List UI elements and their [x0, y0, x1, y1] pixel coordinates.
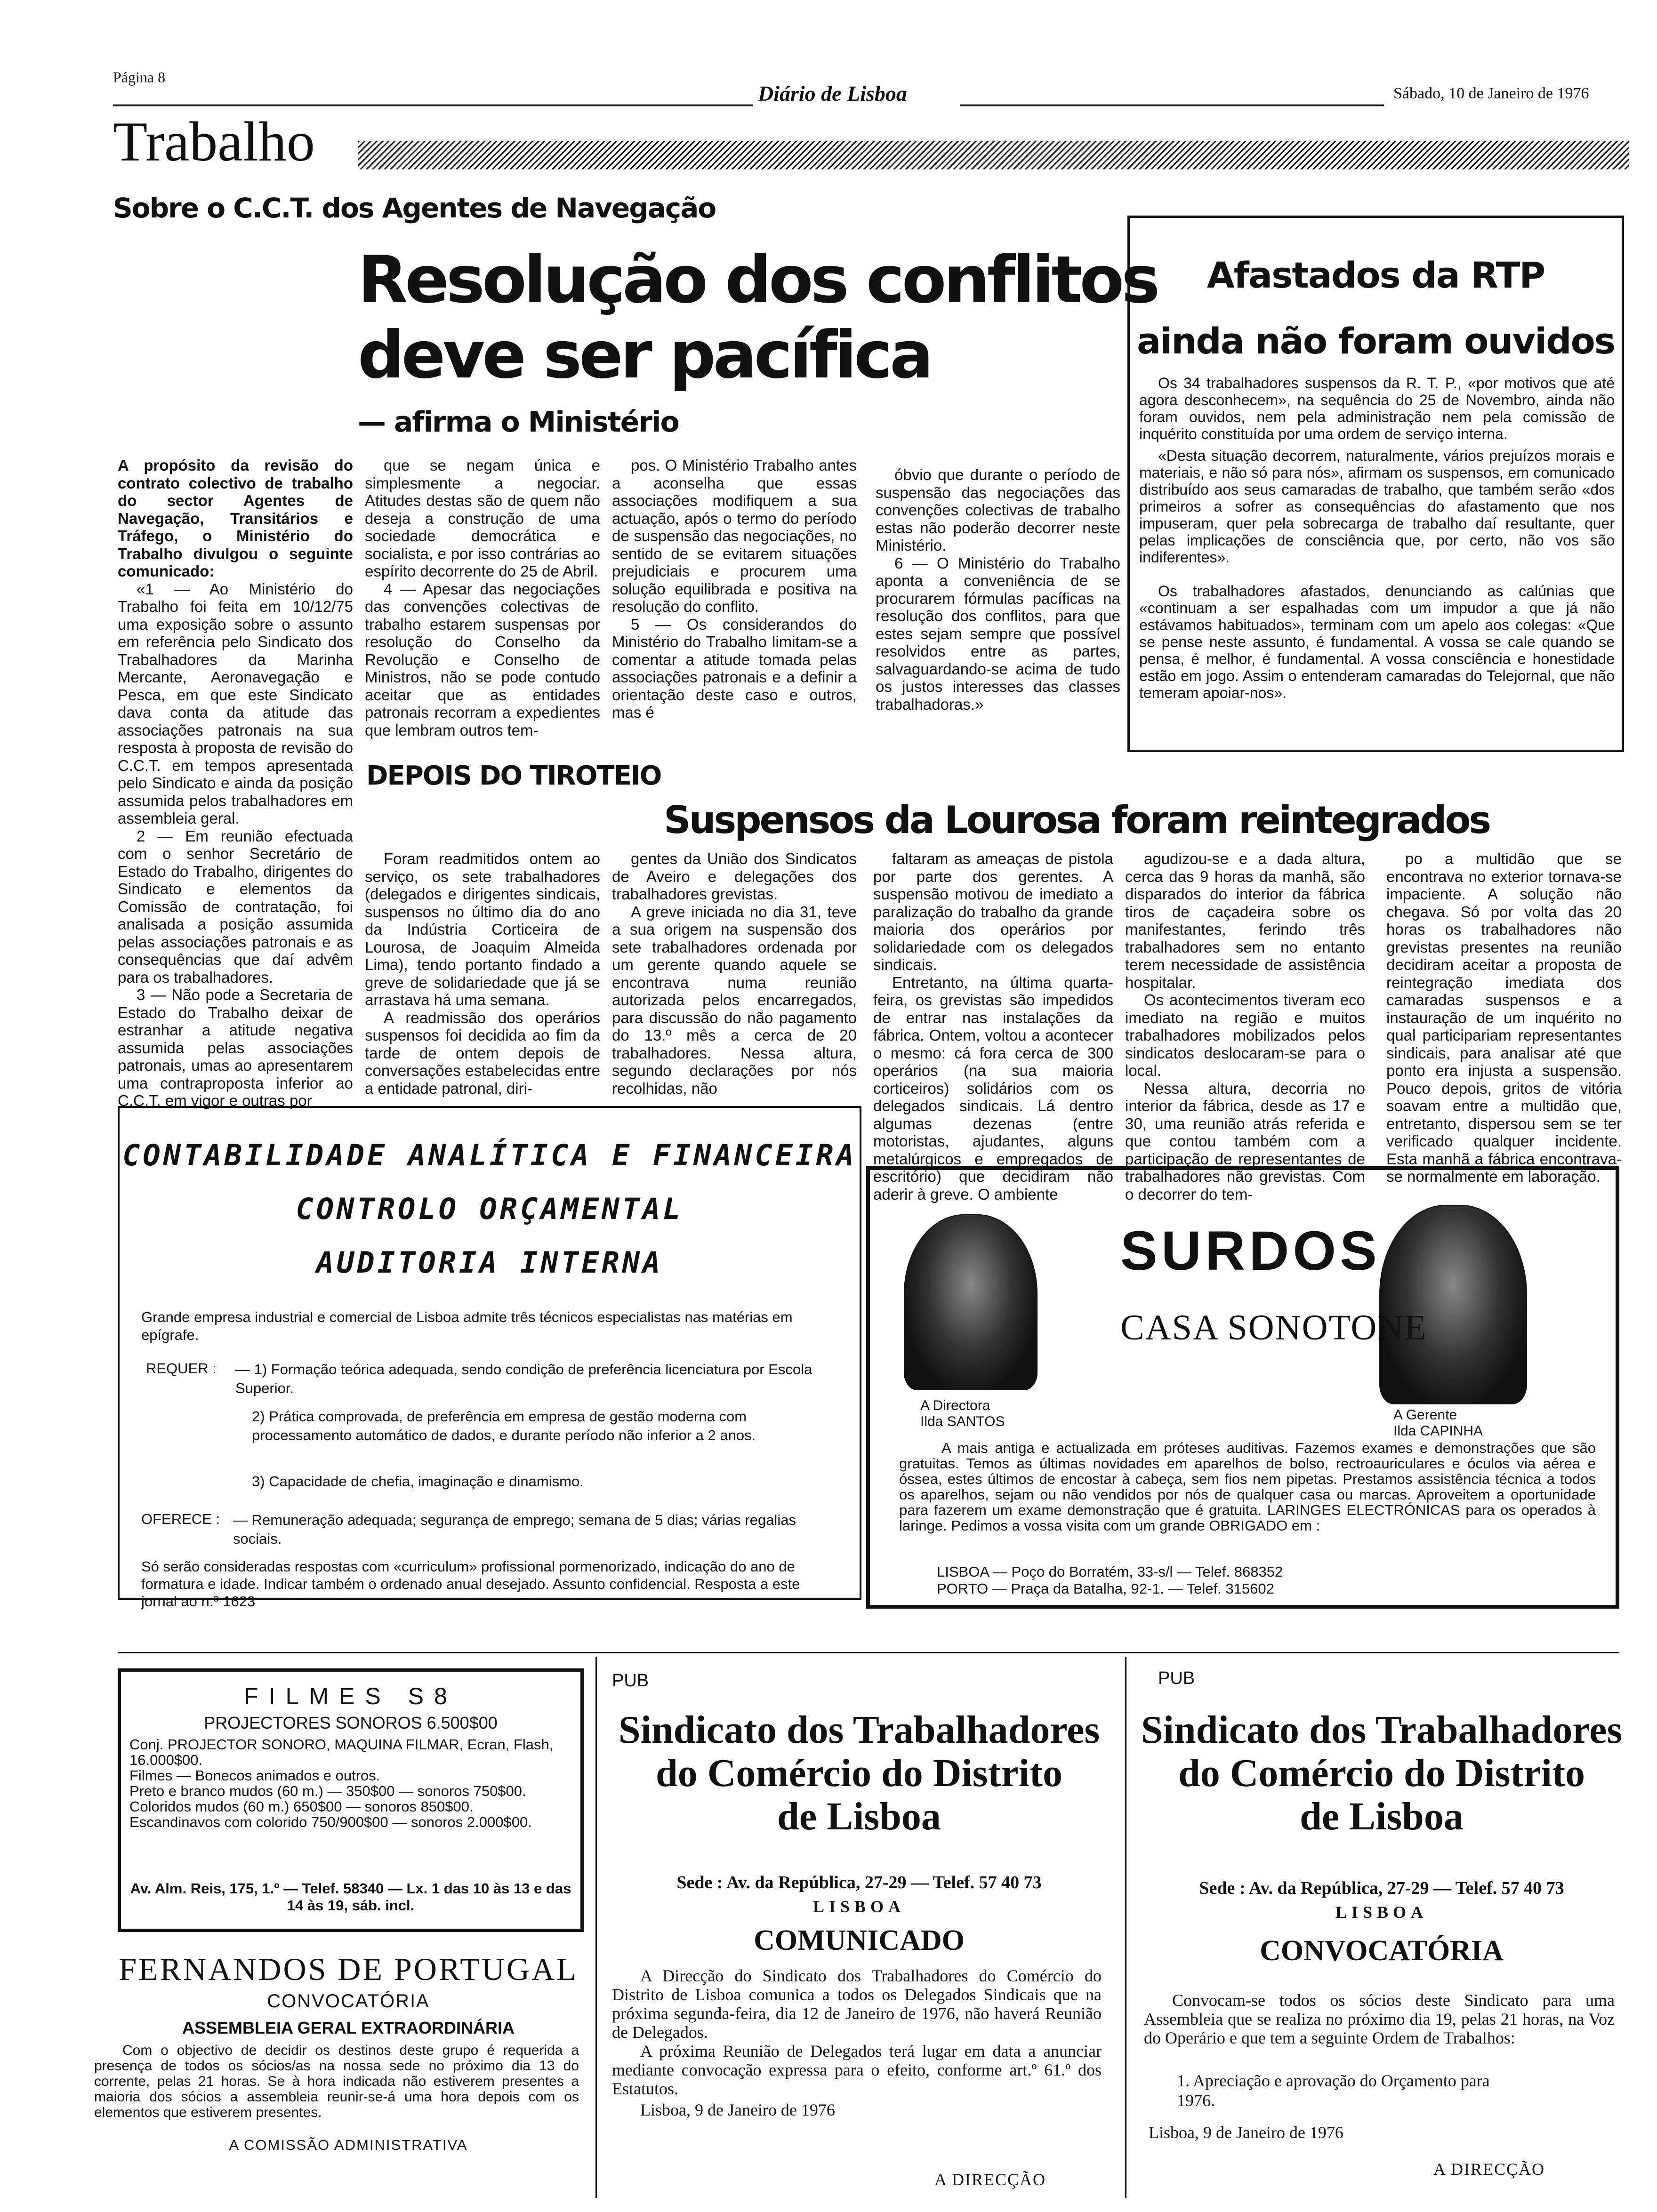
- sindicato-left-city: LISBOA: [812, 1897, 906, 1916]
- column-divider-left: [595, 1657, 597, 2198]
- sindicato-right-signature: A DIRECÇÃO: [1433, 2160, 1545, 2179]
- article-paragraph: 2 — Em reunião efectuada com o senhor Secretário de Estado do Trabalho, dirigentes do Sindicato e elementos da Comissão de contratação, foi analisada a posição assumida pelas associações patronais e as consequências que daí advêm para os trabalhadores.: [118, 827, 353, 986]
- sindicato-right-heading: CONVOCATÓRIA: [1260, 1935, 1504, 1967]
- rtp-headline-2: ainda não foram ouvidos: [1136, 320, 1615, 362]
- surdos-lisboa-address: LISBOA — Poço do Borratém, 33-s/l — Telef. 868352: [937, 1563, 1283, 1580]
- section-title: Trabalho: [113, 110, 315, 173]
- article-headline-line-1: Resolução dos conflitos: [358, 242, 1158, 318]
- contab-req-2: 2) Prática comprovada, de preferência em empresa de gestão moderna com processamento automático de dados, e durante período não inferior a 2 anos.: [252, 1408, 756, 1443]
- contab-oferece: — Remuneração adequada; segurança de emprego; semana de 5 dias; várias regalias sociais.: [233, 1512, 796, 1547]
- rtp-text: [1139, 375, 1615, 742]
- article-column-4: [876, 466, 1120, 729]
- contab-requer-label: REQUER :: [146, 1360, 217, 1377]
- gerente-name: Ilda CAPINHA: [1393, 1423, 1483, 1439]
- surdos-title: SURDOS: [1120, 1220, 1381, 1282]
- lourosa-paragraph: po a multidão que se encontrava no exterior tornava-se impaciente. A solução não chegava. Só por volta das 20 horas os trabalhadores não grevistas presentes na reunião decidiram aceitar a proposta de reintegração imediata dos camaradas suspensos e a instauração de um inquérito no qual participariam representantes sindicais, para analisar até que ponto era injusta a suspensão. Pouco depois, gritos de vitória soavam entre a multidão que, entretanto, dispersou sem se ter verificado qualquer incidente. Esta manhã a fábrica encontrava-se normalmente em laboração.: [1386, 850, 1622, 1185]
- surdos-subtitle: CASA SONOTONE: [1120, 1308, 1427, 1347]
- sindicato-right-sede: Sede : Av. da República, 27-29 — Telef. 57 40 73: [1199, 1878, 1564, 1898]
- article-subhead: — afirma o Ministério: [358, 406, 679, 439]
- lourosa-column-1: [365, 850, 600, 1104]
- sindicato-left-date: Lisboa, 9 de Janeiro de 1976: [640, 2100, 835, 2119]
- article-column-3: [612, 457, 857, 729]
- contab-intro: Grande empresa industrial e comercial de Lisboa admite três técnicos especialistas nas matérias em epígrafe.: [141, 1309, 793, 1343]
- sindicato-right-p1: Convocam-se todos os sócios deste Sindicato para uma Assembleia que se realiza no próximo dia 19, pelas 21 horas, na Voz do Operário e que tem a seguinte Ordem de Trabalhos:: [1144, 1991, 1615, 2047]
- lower-divider: [118, 1652, 1619, 1653]
- lourosa-paragraph: agudizou-se e a dada altura, cerca das 9 horas da manhã, são disparados do interior da fábrica tiros de caçadeira sobre os manifestantes, ferindo três trabalhadores sem no entanto terem necessidade de assistência hospitalar.: [1125, 850, 1365, 991]
- article-paragraph: «1 — Ao Ministério do Trabalho foi feita em 10/12/75 uma exposição sobre o assunto em referência pelo Sindicato dos Trabalhadores da Marinha Mercante, Aeronavegação e Pesca, em que este Sindicato dava conta da atitude das associações patronais na sua resposta à proposta de revisão do C.C.T. em tempos apresentada pelo Sindicato e ainda da posição assumida pelos trabalhadores em assembleia geral.: [118, 580, 353, 827]
- article-kicker: Sobre o C.C.T. dos Agentes de Navegação: [113, 192, 716, 224]
- article-paragraph: 5 — Os considerandos do Ministério do Trabalho limitam-se a comentar a atitude tomada pelas associações patronais e a definir a orientação deste caso e outros, mas é: [612, 615, 857, 721]
- contab-req-3: 3) Capacidade de chefia, imaginação e dinamismo.: [252, 1473, 584, 1490]
- contab-title-1: CONTABILIDADE ANALÍTICA E FINANCEIRA: [122, 1138, 857, 1172]
- directora-caption: [920, 1398, 1005, 1430]
- article-paragraph: que se negam única e simplesmente a negociar. Atitudes destas são de quem não deseja a construção de uma sociedade democrática e socialista, e por isso contrárias ao espírito decorrente do 25 de Abril.: [365, 457, 600, 580]
- sindicato-left-sede: Sede : Av. da República, 27-29 — Telef. 57 40 73: [676, 1873, 1042, 1892]
- article-paragraph: pos. O Ministério Trabalho antes a aconselha que essas associações modifiquem a sua actuação, após o termo do período de suspensão das negociações, no sentido de se evitarem situações prejudiciais e procurem uma solução equilibrada e positiva na resolução do conflito.: [612, 457, 857, 615]
- lourosa-paragraph: A readmissão dos operários suspensos foi decidida ao fim da tarde de ontem depois de conversações estabelecidas entre a entidade patronal, diri-: [365, 1009, 600, 1097]
- lourosa-paragraph: Entretanto, na última quarta-feira, os grevistas são impedidos de entrar nas instalações da fábrica. Ontem, voltou a acontecer o mesmo: cá fora cerca de 300 operários (na sua maioria corticeiros) solidários com os delegados sindicais. Lá dentro algumas dezenas (entre motoristas, ajudantes, alguns metalúrgicos e empregados de escritório) que decidiram não aderir à greve. O ambiente: [873, 973, 1113, 1203]
- rtp-paragraph: Os trabalhadores afastados, denunciando as calúnias que «continuam a ser espalhadas com um impudor a que já não estávamos habituados», terminam com um apelo aos colegas: «Que se pense neste assunto, é fundamental. A vossa se cale quando se pensa, é melhor, é fundamental. A vossa consciência e honestidade estão em jogo. Assim o entenderam camaradas do Telejornal, que não temeram apoiar-nos».: [1139, 583, 1615, 701]
- column-divider-right: [1125, 1657, 1126, 2198]
- filmes-line: Preto e branco mudos (60 m.) — 350$00 — sonoros 750$00.: [129, 1783, 526, 1799]
- contab-oferece-label: OFERECE :: [141, 1511, 220, 1527]
- fernandos-signature: A COMISSÃO ADMINISTRATIVA: [229, 2137, 468, 2153]
- contab-title-3: AUDITORIA INTERNA: [316, 1245, 663, 1280]
- lourosa-paragraph: Os acontecimentos tiveram eco imediato na região e muitos trabalhadores mobilizados pelos sindicatos deslocaram-se para o local.: [1125, 991, 1365, 1079]
- lourosa-column-3: [873, 850, 1113, 1203]
- filmes-line: Escandinavos com colorido 750/900$00 — sonoros 2.000$00.: [129, 1814, 532, 1830]
- filmes-line: Filmes — Bonecos animados e outros.: [129, 1767, 380, 1784]
- fernandos-subtitle-2: ASSEMBLEIA GERAL EXTRAORDINÁRIA: [182, 2018, 515, 2037]
- fernandos-title: FERNANDOS DE PORTUGAL: [119, 1951, 578, 1987]
- issue-date: Sábado, 10 de Janeiro de 1976: [1393, 85, 1589, 102]
- sindicato-left-p2: A próxima Reunião de Delegados terá lugar em data a anunciar mediante convocação expressa para o efeito, conforme art.º 61.º dos Estatutos.: [612, 2042, 1102, 2098]
- page-label: Página 8: [113, 69, 166, 86]
- sindicato-right-item-1: 1. Apreciação e aprovação do Orçamento para 1976.: [1177, 2071, 1490, 2110]
- filmes-subtitle: PROJECTORES SONOROS 6.500$00: [204, 1713, 498, 1732]
- lourosa-paragraph: A greve iniciada no dia 31, teve a sua origem na suspensão dos sete trabalhadores ordenada por um gerente quando aquele se encontrava numa reunião autorizada pelos encarregados, para discussão do não pagamento do 13.º mês a cerca de 20 trabalhadores. Nessa altura, segundo declarações por nós recolhidas, não: [612, 903, 857, 1097]
- sindicato-left-title-2: do Comércio do Distrito: [656, 1751, 1062, 1795]
- sindicato-right-city: LISBOA: [1335, 1903, 1428, 1922]
- lourosa-column-2: [612, 850, 857, 1104]
- lourosa-kicker: DEPOIS DO TIROTEIO: [366, 761, 661, 791]
- surdos-porto-address: PORTO — Praça da Batalha, 92-1. — Telef. 315602: [937, 1580, 1274, 1597]
- gerente-photo: [1379, 1205, 1527, 1404]
- filmes-list: [129, 1737, 567, 1830]
- header-rule-left: [113, 104, 753, 106]
- lourosa-paragraph: Nessa altura, decorria no interior da fábrica, desde as 17 e 30, uma reunião atrás referida e que contou também com a participação de representantes de trabalhadores não grevistas. Com o decorrer do tem-: [1125, 1079, 1365, 1203]
- article-column-2: [365, 457, 600, 739]
- rtp-paragraph: Os 34 trabalhadores suspensos da R. T. P., «por motivos que até agora desconhecem», na sequência do 25 de Novembro, ainda não foram ouvidos, nem pela administração nem pela comissão de inquérito constituída por uma ordem de serviço interna.: [1139, 375, 1615, 442]
- sindicato-right-pub: PUB: [1158, 1668, 1195, 1688]
- article-column-1: [118, 457, 353, 1109]
- article-lead: A propósito da revisão do contrato colectivo de trabalho do sector Agentes de Navegação, Transitários e Tráfego, o Ministério do Trabalho divulgou o seguinte comunicado:: [118, 457, 353, 580]
- sindicato-right-title-3: de Lisboa: [1300, 1795, 1464, 1838]
- contab-req-1: — 1) Formação teórica adequada, sendo condição de preferência licenciatura por Escola Superior.: [235, 1361, 812, 1396]
- filmes-address: Av. Alm. Reis, 175, 1.º — Telef. 58340 — Lx. 1 das 10 às 13 e das 14 às 19, sáb. incl.: [130, 1880, 571, 1914]
- rtp-paragraph: «Desta situação decorrem, naturalmente, vários prejuízos morais e materiais, e não só para nós», afirmam os suspensos, em comunicado distribuído aos seus camaradas de trabalho, que também serão «dos primeiros a sofrer as consequências do afastamento que nos impuseram, quer pela sobrecarga de trabalho daí resultante, quer pelas implicações de consciência que, por certo, não vos são indiferentes».: [1139, 447, 1615, 566]
- surdos-body: A mais antiga e actualizada em próteses auditivas. Fazemos exames e demonstrações que são gratuitas. Temos as últimas novidades em aparelhos de bolso, rectroauriculares e óculos via aérea e óssea, estes últimos de encostar à cabeça, sem fios nem pipetas. Prestamos assistência técnica a todos os aparelhos, sejam ou não vendidos por nós de qualquer casa ou marcas. Aproveitem a oportunidade para fazerem um exame demonstração que é gratuita. LARINGES ELECTRÓNICAS para os operados à laringe. Pedimos a vossa visita com um grande OBRIGADO em :: [899, 1440, 1596, 1534]
- contab-closing: Só serão consideradas respostas com «curriculum» profissional pormenorizado, indicação do ano de formatura e idade. Indicar também o ordenado anual desejado. Assunto confidencial. Resposta a este jornal ao n.º 1623: [141, 1558, 800, 1610]
- sindicato-left-p1: A Direcção do Sindicato dos Trabalhadores do Comércio do Distrito de Lisboa comunica a todos os Delegados Sindicais que na próxima segunda-feira, dia 12 de Janeiro de 1976, não haverá Reunião de Delegados.: [612, 1966, 1102, 2042]
- rtp-headline-1: Afastados da RTP: [1207, 254, 1545, 296]
- gerente-title: A Gerente: [1393, 1407, 1457, 1423]
- sindicato-left-signature: A DIRECÇÃO: [934, 2170, 1046, 2189]
- contab-title-2: CONTROLO ORÇAMENTAL: [296, 1192, 684, 1226]
- gerente-caption: [1393, 1407, 1483, 1439]
- directora-title: A Directora: [920, 1398, 990, 1413]
- header-rule-right: [960, 104, 1384, 106]
- sindicato-left-heading: COMUNICADO: [754, 1924, 965, 1956]
- lourosa-column-4: [1125, 850, 1365, 1203]
- directora-name: Ilda SANTOS: [920, 1414, 1005, 1429]
- article-paragraph: 4 — Apesar das negociações das convenções colectivas de trabalho estarem suspensas por resolução do Conselho da Revolução e Conselho de Ministros, não se pode contudo aceitar que as entidades patronais recorram a expedientes que lembram outros tem-: [365, 580, 600, 739]
- sindicato-left-title-3: de Lisboa: [777, 1795, 941, 1838]
- lourosa-paragraph: faltaram as ameaças de pistola por parte dos gerentes. A suspensão motivou de imediato a paralização do trabalho da grande maioria dos operários por solidariedade com os delegados sindicais.: [873, 850, 1113, 973]
- section-hatch-rule: [358, 141, 1629, 169]
- masthead: Diário de Lisboa: [758, 81, 907, 105]
- filmes-title: FILMES S8: [244, 1683, 458, 1709]
- article-paragraph: 3 — Não pode a Secretaria de Estado do Trabalho deixar de estranhar a atitude negativa assumida pelas associações patronais, umas ao apresentarem uma contraproposta inferior ao C.C.T. em vigor e outras por: [118, 986, 353, 1109]
- lourosa-paragraph: Foram readmitidos ontem ao serviço, os sete trabalhadores (delegados e dirigentes sindicais, suspensos no último dia do ano da Indústria Corticeira de Lourosa, de Joaquim Almeida Lima), tendo portanto findado a greve de solidariedade que já se arrastava há uma semana.: [365, 850, 600, 1009]
- filmes-line: Coloridos mudos (60 m.) 650$00 — sonoros 850$00.: [129, 1798, 474, 1815]
- filmes-line: Conj. PROJECTOR SONORO, MAQUINA FILMAR, Ecran, Flash, 16.000$00.: [129, 1736, 554, 1768]
- article-paragraph: 6 — O Ministério do Trabalho aponta a conveniência de se procurarem fórmulas pacíficas na resolução dos conflitos, para que estes sejam sempre que possível resolvidos entre as partes, salvaguardando-se acima de tudo os justos interesses das classes trabalhadoras.»: [876, 554, 1120, 713]
- sindicato-right-title-2: do Comércio do Distrito: [1178, 1751, 1585, 1795]
- sindicato-right-date: Lisboa, 9 de Janeiro de 1976: [1149, 2123, 1343, 2142]
- sindicato-left-title-1: Sindicato dos Trabalhadores: [618, 1708, 1100, 1752]
- sindicato-left-pub: PUB: [612, 1671, 649, 1691]
- article-paragraph: óbvio que durante o período de suspensão das negociações das convenções colectivas de trabalho estas não poderão decorrer neste Ministério.: [876, 466, 1120, 554]
- lourosa-column-5: [1386, 850, 1622, 1198]
- fernandos-subtitle: CONVOCATÓRIA: [267, 1991, 430, 2012]
- directora-photo: [904, 1214, 1038, 1390]
- lourosa-headline: Suspensos da Lourosa foram reintegrados: [664, 798, 1490, 842]
- article-headline-line-2: deve ser pacífica: [358, 317, 931, 393]
- sindicato-right-title-1: Sindicato dos Trabalhadores: [1141, 1708, 1623, 1752]
- fernandos-body: Com o objectivo de decidir os destinos deste grupo é requerida a presença de todos os sócios/as na nossa sede no próximo dia 13 do corrente, pelas 21 horas. Se à hora indicada não estiverem presentes a maioria dos sócios a assembleia reunir-se-á uma hora depois com os elementos que estiverem presentes.: [94, 2043, 579, 2120]
- lourosa-paragraph: gentes da União dos Sindicatos de Aveiro e delegações dos trabalhadores grevistas.: [612, 850, 857, 903]
